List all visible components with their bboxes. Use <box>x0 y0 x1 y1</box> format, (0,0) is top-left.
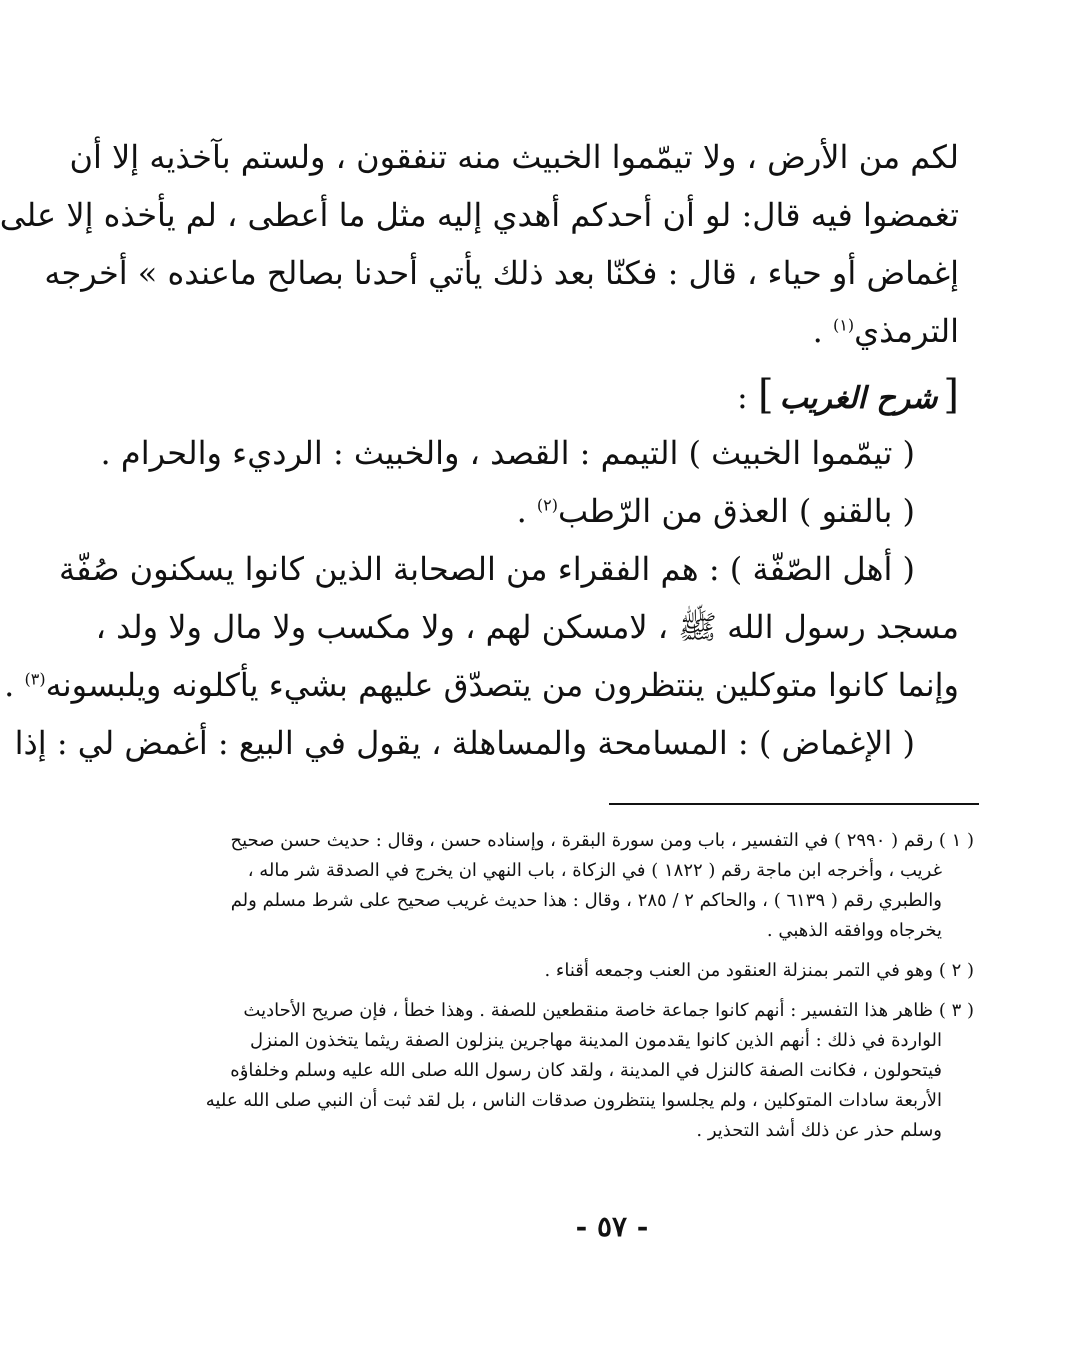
definition-4: مسجد رسول الله ﷺ ، لامسكن لهم ، ولا مكسب ولا مال ولا ولد ، <box>95 608 959 646</box>
page-number: - ٥٧ - <box>575 1210 649 1243</box>
footnote-1-line-3: والطبري رقم ( ٦١٣٩ ) ، والحاكم ٢ / ٢٨٥ ، وقال : هذا حديث غريب صحيح على شرط مسلم ولم <box>230 890 942 911</box>
definition-1: ( تيمّموا الخبيث ) التيمم : القصد ، والخبيث : الرديء والحرام . <box>100 434 915 472</box>
heading-colon: : <box>737 378 758 416</box>
definition-2-body: ( بالقنو ) العذق من الرّطب <box>558 492 915 530</box>
definition-2-end: . <box>516 492 537 530</box>
footnotes <box>205 826 974 1156</box>
text-line-3: إغماض أو حياء ، قال : فكنّا بعد ذلك يأتي أحدنا بصالح ماعنده » أخرجه <box>44 254 959 292</box>
definition-5 <box>4 656 959 714</box>
main-text <box>0 128 959 772</box>
text-line-4-body: الترمذي <box>854 312 959 350</box>
footnote-ref-3: (٣) <box>24 669 46 689</box>
footnote-2 <box>290 956 974 986</box>
heading-open-bracket: [ <box>943 372 959 418</box>
footnote-divider <box>609 803 979 805</box>
heading-title: شرح الغريب <box>779 381 938 416</box>
heading-close-bracket: ] <box>757 372 774 418</box>
definition-6: ( الإغماض ) : المسامحة والمساهلة ، يقول في البيع : أغمض لي : إذا <box>14 724 915 762</box>
text-line-4 <box>245 302 959 360</box>
footnote-3-line-4: الأربعة سادات المتوكلين ، ولم يجلسوا ينتظرون صدقات الناس ، بل لقد ثبت أن النبي صلى الله عليه <box>205 1090 942 1111</box>
footnote-3-line-1: ( ٣ ) ظاهر هذا التفسير : أنهم كانوا جماعة خاصة منقطعين للصفة . وهذا خطأ ، فإن صريح الأحاديث <box>243 1000 974 1021</box>
footnote-ref-2: (٢) <box>536 495 558 515</box>
footnote-ref-1: (١) <box>832 315 855 335</box>
text-line-1: لكم من الأرض ، ولا تيمّموا الخبيث منه تنفقون ، ولستم بآخذيه إلا أن <box>69 138 959 176</box>
footnote-1-line-1: ( ١ ) رقم ( ٢٩٩٠ ) في التفسير ، باب ومن سورة البقرة ، وإسناده حسن ، وقال : حديث حسن صحيح <box>230 830 974 851</box>
definition-2 <box>245 482 959 540</box>
section-heading <box>245 366 959 424</box>
footnote-1-line-2: غريب ، وأخرجه ابن ماجة رقم ( ١٨٢٢ ) في الزكاة ، باب النهي ان يخرج في الصدقة شر ماله ، <box>247 860 942 881</box>
footnote-1-line-4: يخرجاه ووافقه الذهبي . <box>766 920 942 941</box>
text-line-4-end: . <box>812 312 833 350</box>
footnote-3 <box>205 996 974 1146</box>
definition-5-end: . <box>4 666 25 704</box>
footnote-3-line-3: فيتحولون ، فكانت الصفة كالنزل في المدينة ، ولقد كان رسول الله صلى الله عليه وسلم وخلفاؤه <box>230 1060 942 1081</box>
definition-3: ( أهل الصّفّة ) : هم الفقراء من الصحابة الذين كانوا يسكنون صُفّة <box>58 550 915 588</box>
footnote-3-line-2: الواردة في ذلك : أنهم الذين كانوا يقدمون المدينة مهاجرين ينزلون الصفة ريثما يتخذون المنزل <box>249 1030 942 1051</box>
footnote-1 <box>230 826 974 946</box>
text-line-2: تغمضوا فيه قال: لو أن أحدكم أهدي إليه مثل ما أعطى ، لم يأخذه إلا على <box>0 196 959 234</box>
definition-5-body: وإنما كانوا متوكلين ينتظرون من يتصدّق عليهم بشيء يأكلونه ويلبسونه <box>45 666 959 704</box>
footnote-2-line-1: ( ٢ ) وهو في التمر بمنزلة العنقود من العنب وجمعه أقناء . <box>544 960 974 981</box>
footnote-3-line-5: وسلم حذر عن ذلك أشد التحذير . <box>696 1120 942 1141</box>
